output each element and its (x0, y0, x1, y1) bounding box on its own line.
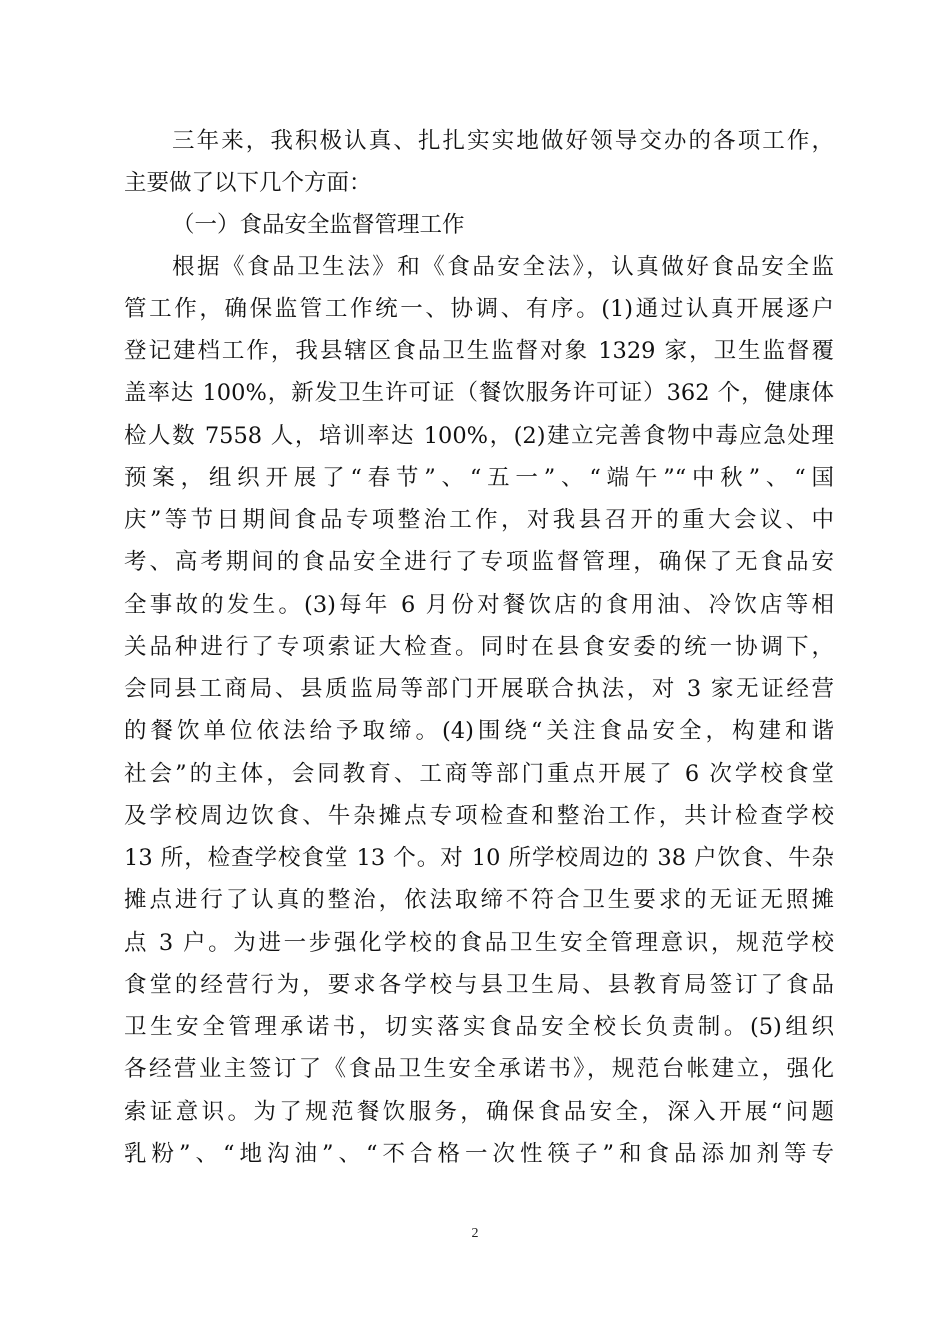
body-line: 关品种进行了专项索证大检查。同时在县食安委的统一协调下， (124, 634, 834, 660)
body-line: 根据《食品卫生法》和《食品安全法》，认真做好食品安全监 (172, 254, 834, 280)
body-line: 会同县工商局、县质监局等部门开展联合执法，对 3 家无证经营 (124, 676, 834, 702)
body-line: 点 3 户。为进一步强化学校的食品卫生安全管理意识，规范学校 (124, 930, 834, 956)
body-line: 13 所，检查学校食堂 13 个。对 10 所学校周边的 38 户饮食、牛杂 (124, 845, 834, 871)
body-line: 卫生安全管理承诺书，切实落实食品安全校长负责制。(5)组织 (124, 1014, 834, 1040)
body-line: 管工作，确保监管工作统一、协调、有序。(1)通过认真开展逐户 (124, 296, 834, 322)
intro-line-1: 三年来，我积极认真、扎扎实实地做好领导交办的各项工作， (172, 128, 834, 154)
body-line: 食堂的经营行为，要求各学校与县卫生局、县教育局签订了食品 (124, 972, 834, 998)
body-line: 登记建档工作，我县辖区食品卫生监督对象 1329 家，卫生监督覆 (124, 338, 834, 364)
intro-line-2: 主要做了以下几个方面： (124, 170, 372, 196)
body-line: 预案，组织开展了“春节”、“五一”、“端午”“中秋”、“国 (124, 465, 834, 491)
body-line: 庆”等节日期间食品专项整治工作，对我县召开的重大会议、中 (124, 507, 834, 533)
body-line: 各经营业主签订了《食品卫生安全承诺书》，规范台帐建立，强化 (124, 1056, 834, 1082)
body-line: 及学校周边饮食、牛杂摊点专项检查和整治工作，共计检查学校 (124, 803, 834, 829)
body-line: 考、高考期间的食品安全进行了专项监督管理，确保了无食品安 (124, 549, 834, 575)
section-heading: （一）食品安全监督管理工作 (172, 212, 465, 238)
page-number: 2 (471, 1226, 479, 1241)
body-line: 索证意识。为了规范餐饮服务，确保食品安全，深入开展“问题 (124, 1099, 834, 1125)
body-line: 社会”的主体，会同教育、工商等部门重点开展了 6 次学校食堂 (124, 761, 834, 787)
body-line: 摊点进行了认真的整治，依法取缔不符合卫生要求的无证无照摊 (124, 887, 834, 913)
body-line: 的餐饮单位依法给予取缔。(4)围绕“关注食品安全，构建和谐 (124, 718, 834, 744)
body-line: 全事故的发生。(3)每年 6 月份对餐饮店的食用油、冷饮店等相 (124, 592, 834, 618)
body-line: 盖率达 100%，新发卫生许可证（餐饮服务许可证）362 个，健康体 (124, 380, 834, 406)
body-line: 检人数 7558 人，培训率达 100%，(2)建立完善食物中毒应急处理 (124, 423, 834, 449)
body-line: 乳粉”、“地沟油”、“不合格一次性筷子”和食品添加剂等专 (124, 1141, 834, 1167)
